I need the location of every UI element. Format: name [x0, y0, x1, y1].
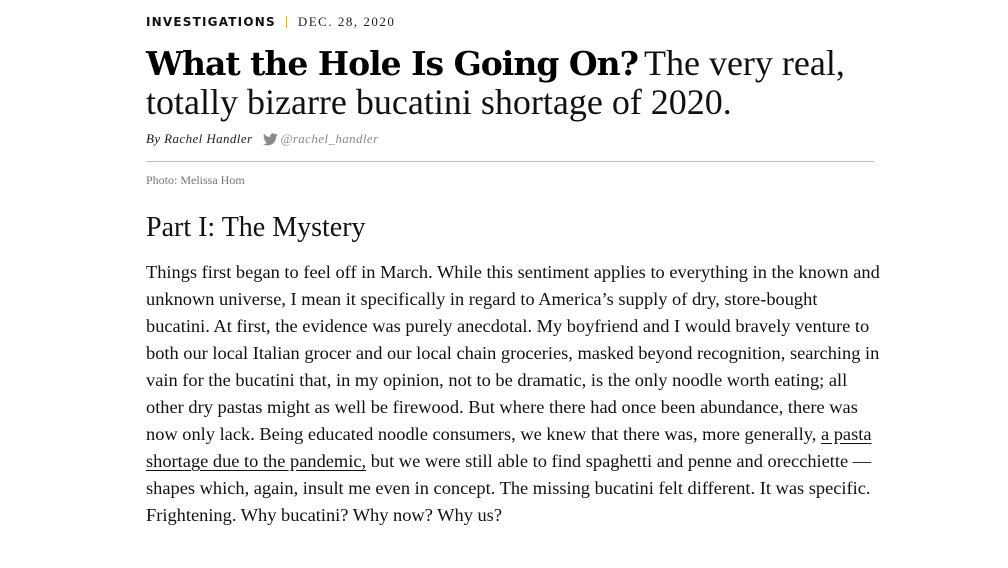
headline-title: What the Hole Is Going On? — [146, 44, 638, 83]
divider — [146, 161, 874, 162]
paragraph-text-end: but we were still able to find spaghetti and penne and orecchiette — shapes which, again, insult me even in concept. The missing bucatini felt different. It was specific. Frightening. Why bucatini? Why now? Why us? — [146, 451, 872, 525]
article-meta — [146, 14, 395, 30]
byline-prefix: By — [146, 131, 161, 146]
meta-separator — [286, 16, 287, 28]
article-paragraph — [146, 259, 881, 529]
headline-dek: The very real, totally bizarre bucatini shortage of 2020. — [146, 43, 845, 122]
photo-credit: Photo: Melissa Hom — [146, 173, 245, 187]
section-title: Part I: The Mystery — [146, 212, 366, 243]
byline — [146, 131, 379, 147]
headline — [146, 44, 866, 122]
publish-date: DEC. 28, 2020 — [297, 14, 396, 29]
twitter-bird-icon — [263, 133, 278, 146]
paragraph-text-start: Things first began to feel off in March. While this sentiment applies to everything in the known and unknown universe, I mean it specifically in regard to America’s supply of dry, store-bought bucatini. At first, the evidence was purely anecdotal. My boyfriend and I would bravely venture to both our local Italian grocer and our local chain groceries, masked beyond recognition, searching in vain for the bucatini that, in my opinion, not to be dramatic, is the only noodle worth eating; all other dry pastas might as well be firewood. But where there had once been abundance, there was now only lack. Being educated noodle consumers, we knew that there was, more generally, — [146, 262, 880, 444]
twitter-handle: @rachel_handler — [280, 131, 379, 146]
pasta-shortage-link[interactable]: a pasta shortage due to the pandemic, — [146, 424, 872, 471]
rubric-link[interactable]: INVESTIGATIONS — [146, 15, 276, 29]
twitter-link[interactable] — [263, 131, 378, 147]
author-link[interactable]: Rachel Handler — [164, 131, 253, 146]
